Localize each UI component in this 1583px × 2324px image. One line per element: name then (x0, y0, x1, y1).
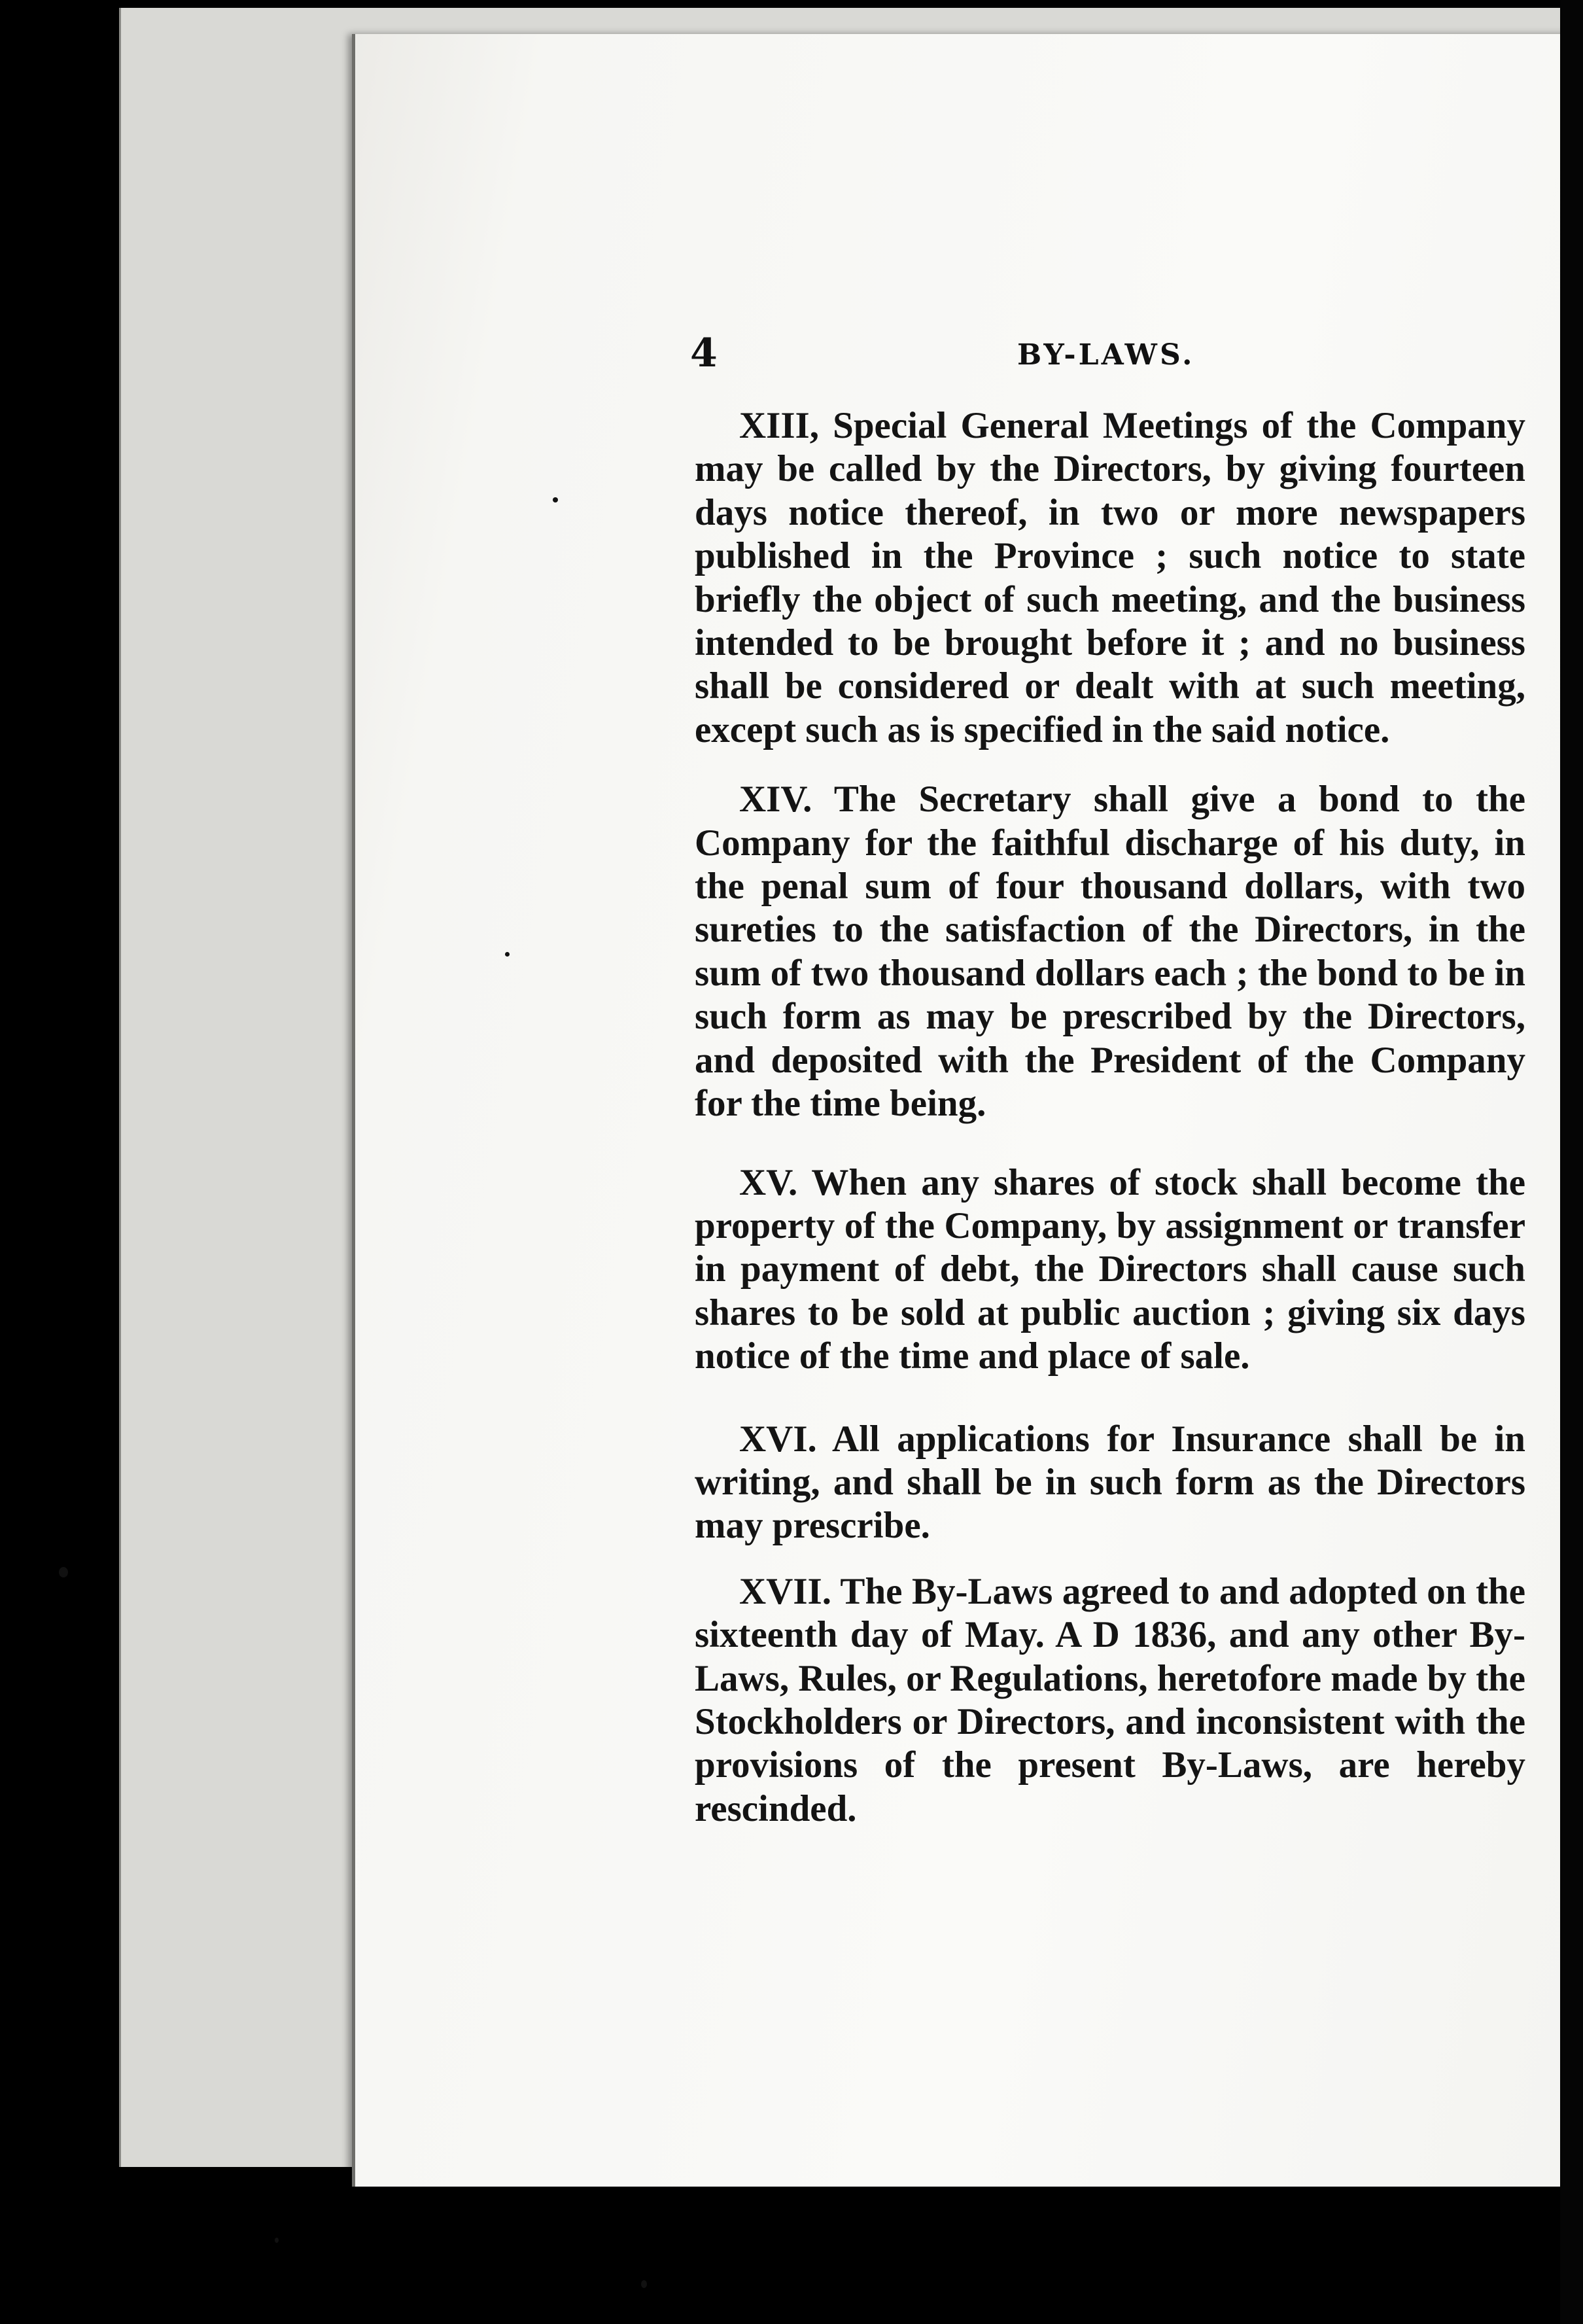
by-laws-articles (695, 404, 1525, 1831)
article-xiii: XIII, Special General Meetings of the Company may be called by the Directors, by giving fourteen days notice thereof, in two or more newspapers published in the Province ; such notice to state briefly the object of such meeting, and the business intended to be brought before it ; and no business shall be considered or dealt with at such meeting, except such as is specified in the said notice. (695, 405, 1525, 750)
dust-speck (553, 497, 558, 502)
dust-speck (59, 1567, 68, 1577)
page-number: 4 (690, 330, 718, 376)
article-xvii: XVII. The By-Laws agreed to and adopted on the sixteenth day of May. A D 1836, and any other By-Laws, Rules, or Regulations, heretofore made by the Stockholders or Directors, and inconsistent with the provisions of the present By-Laws, are hereby rescinded. (695, 1570, 1525, 1829)
article-xiv: XIV. The Secretary shall give a bond to the Company for the faithful discharge of his duty, in the penal sum of four thousand dollars, with two sureties to the satisfaction of the Directors, in the sum of two thousand dollars each ; the bond to be in such form as may be prescribed by the Directors, and deposited with the President of the Company for the time being. (695, 779, 1525, 1125)
article-xvi: XVI. All applications for Insurance shall be in writing, and shall be in such form as the Directors may prescribe. (695, 1418, 1525, 1547)
scan-border (1560, 0, 1583, 2324)
page-header (690, 330, 1527, 383)
running-head: BY-LAWS. (1017, 338, 1195, 372)
dust-speck (505, 952, 510, 957)
article-xv: XV. When any shares of stock shall become the property of the Company, by assignment or transfer in payment of debt, the Directors shall cause such shares to be sold at public auction ; giving six days notice of the time and place of sale. (695, 1161, 1525, 1377)
dust-speck (275, 2238, 279, 2243)
dust-speck (641, 2280, 647, 2288)
